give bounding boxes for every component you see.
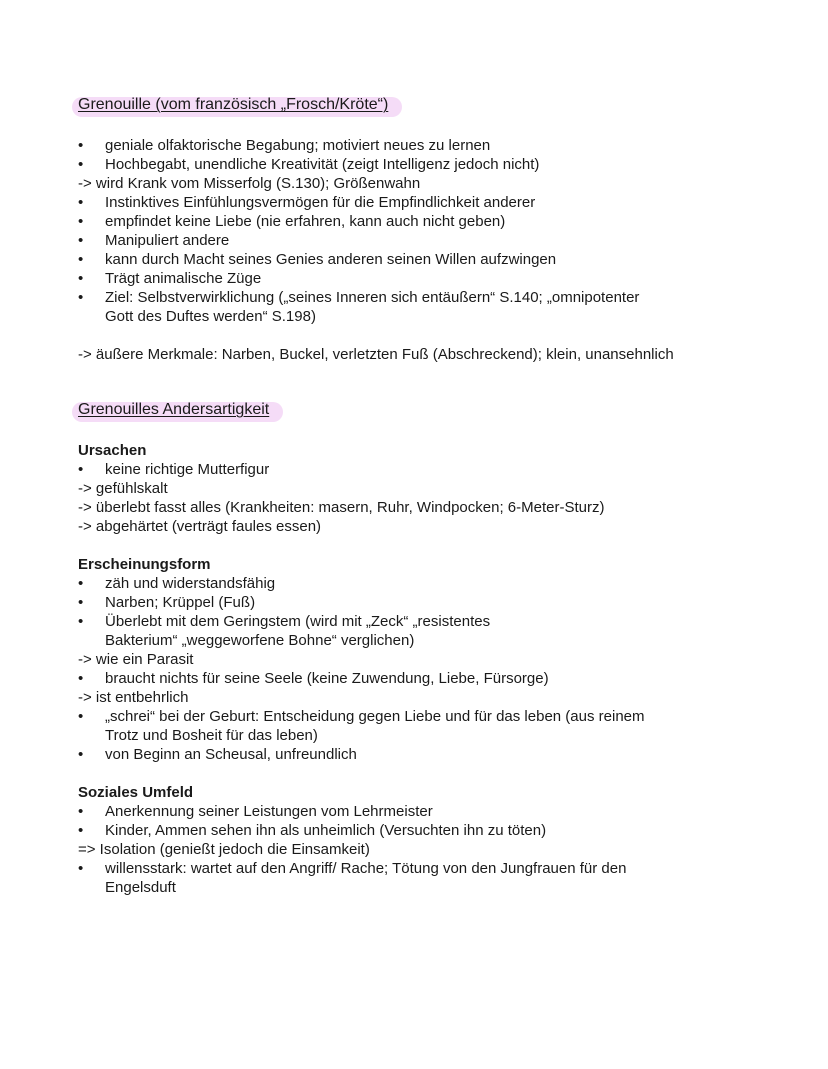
bullet-item xyxy=(78,136,778,155)
item-text: -> ist entbehrlich xyxy=(78,689,189,706)
item-text: empfindet keine Liebe (nie erfahren, kann auch nicht geben) xyxy=(105,213,506,230)
item-text: -> wie ein Parasit xyxy=(78,651,194,668)
bullet-item xyxy=(78,288,778,326)
bullet-item xyxy=(78,269,778,288)
item-text: braucht nichts für seine Seele (keine Zuwendung, Liebe, Fürsorge) xyxy=(105,670,549,687)
bullet-marker: • xyxy=(78,213,84,230)
heading-highlight-wrap xyxy=(78,400,269,422)
arrow-note xyxy=(78,498,778,517)
item-text: kann durch Macht seines Genies anderen seinen Willen aufzwingen xyxy=(105,251,557,268)
section-heading: Grenouilles Andersartigkeit xyxy=(78,401,270,418)
bullet-item xyxy=(78,593,778,612)
external-features-line: -> äußere Merkmale: Narben, Buckel, verletzten Fuß (Abschreckend); klein, unansehnlich xyxy=(78,346,674,363)
item-text: Kinder, Ammen sehen ihn als unheimlich (Versuchten ihn zu töten) xyxy=(105,822,547,839)
trait-list xyxy=(78,136,778,326)
item-text: -> überlebt fasst alles (Krankheiten: masern, Ruhr, Windpocken; 6-Meter-Sturz) xyxy=(78,499,605,516)
bullet-item xyxy=(78,460,778,479)
bullet-marker: • xyxy=(78,270,84,287)
heading-highlight-wrap xyxy=(78,95,388,117)
bullet-item xyxy=(78,707,778,745)
bullet-marker: • xyxy=(78,594,84,611)
bullet-marker: • xyxy=(78,575,84,592)
item-text: Narben; Krüppel (Fuß) xyxy=(105,594,256,611)
item-text-continued: Engelsduft xyxy=(105,879,176,896)
bullet-item xyxy=(78,745,778,764)
arrow-note xyxy=(78,174,778,193)
bullet-marker: • xyxy=(78,137,84,154)
arrow-note xyxy=(78,650,778,669)
item-text: Ziel: Selbstverwirklichung („seines Inneren sich entäußern“ S.140; „omnipotenter xyxy=(105,289,640,306)
section-andersartigkeit xyxy=(78,400,778,897)
bullet-marker: • xyxy=(78,194,84,211)
section-grenouille xyxy=(78,95,778,364)
item-text: => Isolation (genießt jedoch die Einsamkeit) xyxy=(78,841,370,858)
item-text: Hochbegabt, unendliche Kreativität (zeigt Intelligenz jedoch nicht) xyxy=(105,156,540,173)
bullet-item xyxy=(78,802,778,821)
item-text-continued: Trotz und Bosheit für das leben) xyxy=(105,727,318,744)
bullet-item xyxy=(78,193,778,212)
bullet-item xyxy=(78,821,778,840)
item-text: Instinktives Einfühlungsvermögen für die Empfindlichkeit anderer xyxy=(105,194,536,211)
bullet-marker: • xyxy=(78,822,84,839)
bullet-marker: • xyxy=(78,746,84,763)
bullet-item xyxy=(78,669,778,688)
bullet-marker: • xyxy=(78,251,84,268)
item-text: -> gefühlskalt xyxy=(78,480,168,497)
item-text-continued: Bakterium“ „weggeworfene Bohne“ verglichen) xyxy=(105,632,415,649)
umfeld-list xyxy=(78,802,778,897)
subheading-soziales-umfeld: Soziales Umfeld xyxy=(78,784,194,801)
item-text: Trägt animalische Züge xyxy=(105,270,262,287)
bullet-marker: • xyxy=(78,860,84,877)
item-text: zäh und widerstandsfähig xyxy=(105,575,276,592)
item-text: „schrei“ bei der Geburt: Entscheidung gegen Liebe und für das leben (aus reinem xyxy=(105,708,645,725)
item-text: willensstark: wartet auf den Angriff/ Rache; Tötung von den Jungfrauen für den xyxy=(105,860,627,877)
bullet-marker: • xyxy=(78,803,84,820)
bullet-marker: • xyxy=(78,156,84,173)
subheading-erscheinungsform: Erscheinungsform xyxy=(78,556,211,573)
bullet-item xyxy=(78,212,778,231)
arrow-note xyxy=(78,840,778,859)
item-text: keine richtige Mutterfigur xyxy=(105,461,270,478)
bullet-item xyxy=(78,612,778,650)
item-text: Überlebt mit dem Geringstem (wird mit „Zeck“ „resistentes xyxy=(105,613,491,630)
bullet-item xyxy=(78,859,778,897)
bullet-item xyxy=(78,250,778,269)
bullet-marker: • xyxy=(78,289,84,306)
bullet-marker: • xyxy=(78,708,84,725)
bullet-item xyxy=(78,574,778,593)
item-text: -> wird Krank vom Misserfolg (S.130); Größenwahn xyxy=(78,175,421,192)
section-heading: Grenouille (vom französisch „Frosch/Kröte“) xyxy=(78,96,389,113)
item-text: geniale olfaktorische Begabung; motiviert neues zu lernen xyxy=(105,137,491,154)
arrow-note xyxy=(78,517,778,536)
bullet-item xyxy=(78,155,778,174)
bullet-marker: • xyxy=(78,613,84,630)
subheading-ursachen: Ursachen xyxy=(78,442,147,459)
bullet-marker: • xyxy=(78,670,84,687)
item-text: Manipuliert andere xyxy=(105,232,230,249)
ursachen-list xyxy=(78,460,778,536)
item-text: -> abgehärtet (verträgt faules essen) xyxy=(78,518,322,535)
arrow-note xyxy=(78,688,778,707)
bullet-marker: • xyxy=(78,232,84,249)
erscheinungsform-list xyxy=(78,574,778,764)
item-text: Anerkennung seiner Leistungen vom Lehrmeister xyxy=(105,803,433,820)
item-text-continued: Gott des Duftes werden“ S.198) xyxy=(105,308,316,325)
bullet-marker: • xyxy=(78,461,84,478)
arrow-note xyxy=(78,479,778,498)
item-text: von Beginn an Scheusal, unfreundlich xyxy=(105,746,357,763)
bullet-item xyxy=(78,231,778,250)
